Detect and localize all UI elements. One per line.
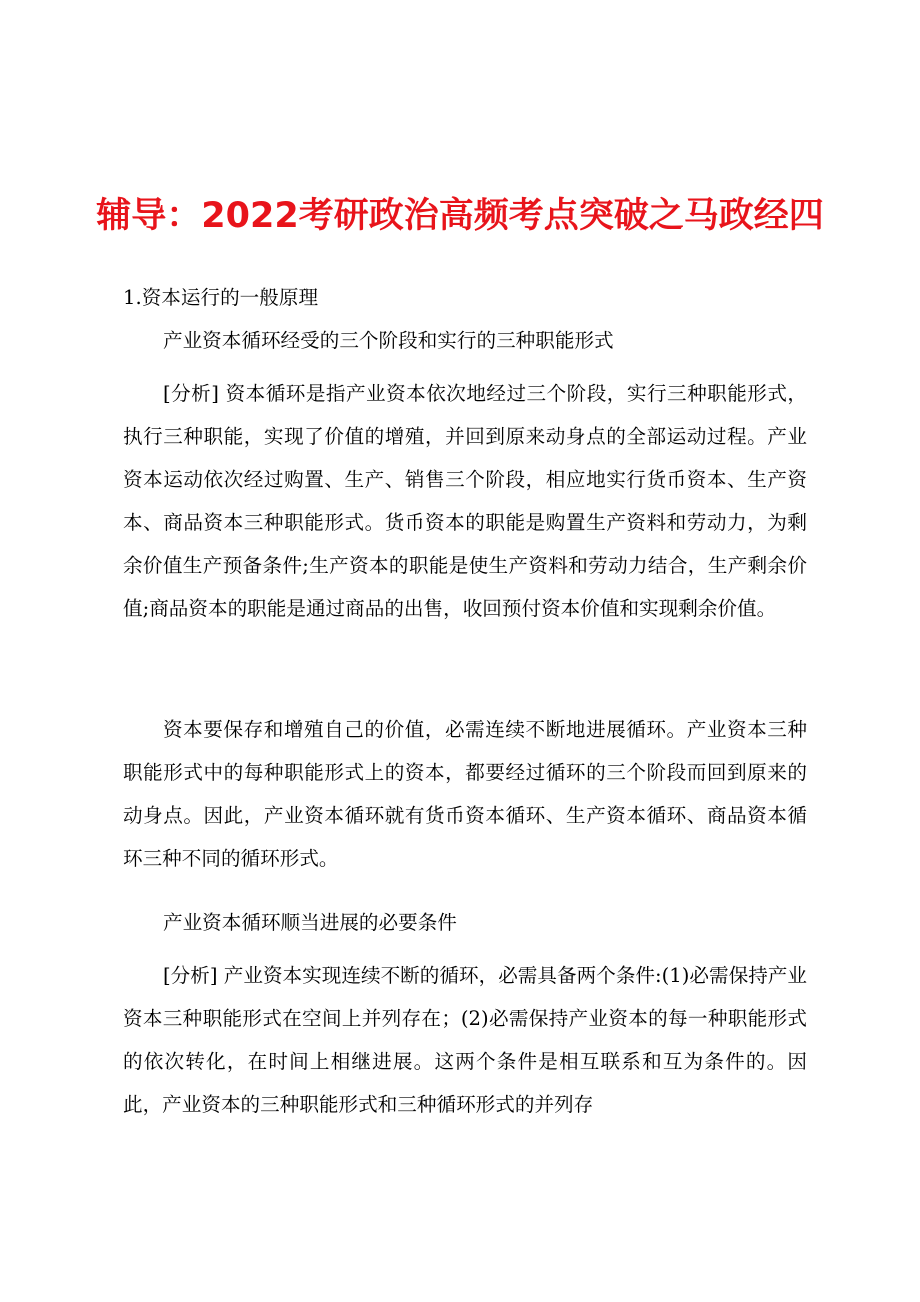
paragraph-1: 产业资本循环经受的三个阶段和实行的三种职能形式 [163, 329, 614, 352]
document-title: 辅导：2022考研政治高频考点突破之马政经四 [96, 196, 824, 236]
paragraph-2: [分析] 资本循环是指产业资本依次地经过三个阶段，实行三种职能形式，执行三种职能，实现了价值的增殖，并回到原来动身点的全部运动过程。产业资本运动依次经过购置、生产、销售三个阶段，相应地实行货币资本、生产资本、商品资本三种职能形式。货币资本的职能是购置生产资料和劳动力，为剩余价值生产预备条件;生产资本的职能是使生产资料和劳动力结合，生产剩余价值;商品资本的职能是通过商品的出售，收回预付资本价值和实现剩余价值。 [123, 382, 807, 620]
paragraph-4: 产业资本循环顺当进展的必要条件 [163, 911, 457, 934]
paragraph-3: 资本要保存和增殖自己的价值，必需连续不断地进展循环。产业资本三种职能形式中的每种职能形式上的资本，都要经过循环的三个阶段而回到原来的动身点。因此，产业资本循环就有货币资本循环、生产资本循环、商品资本循环三种不同的循环形式。 [123, 718, 807, 870]
section-heading: 1.资本运行的一般原理 [123, 286, 319, 309]
paragraph-5: [分析] 产业资本实现连续不断的循环，必需具备两个条件:(1)必需保持产业资本三种职能形式在空间上并列存在；(2)必需保持产业资本的每一种职能形式的依次转化，在时间上相继进展。这两个条件是相互联系和互为条件的。因此，产业资本的三种职能形式和三种循环形式的并列存 [123, 964, 807, 1116]
